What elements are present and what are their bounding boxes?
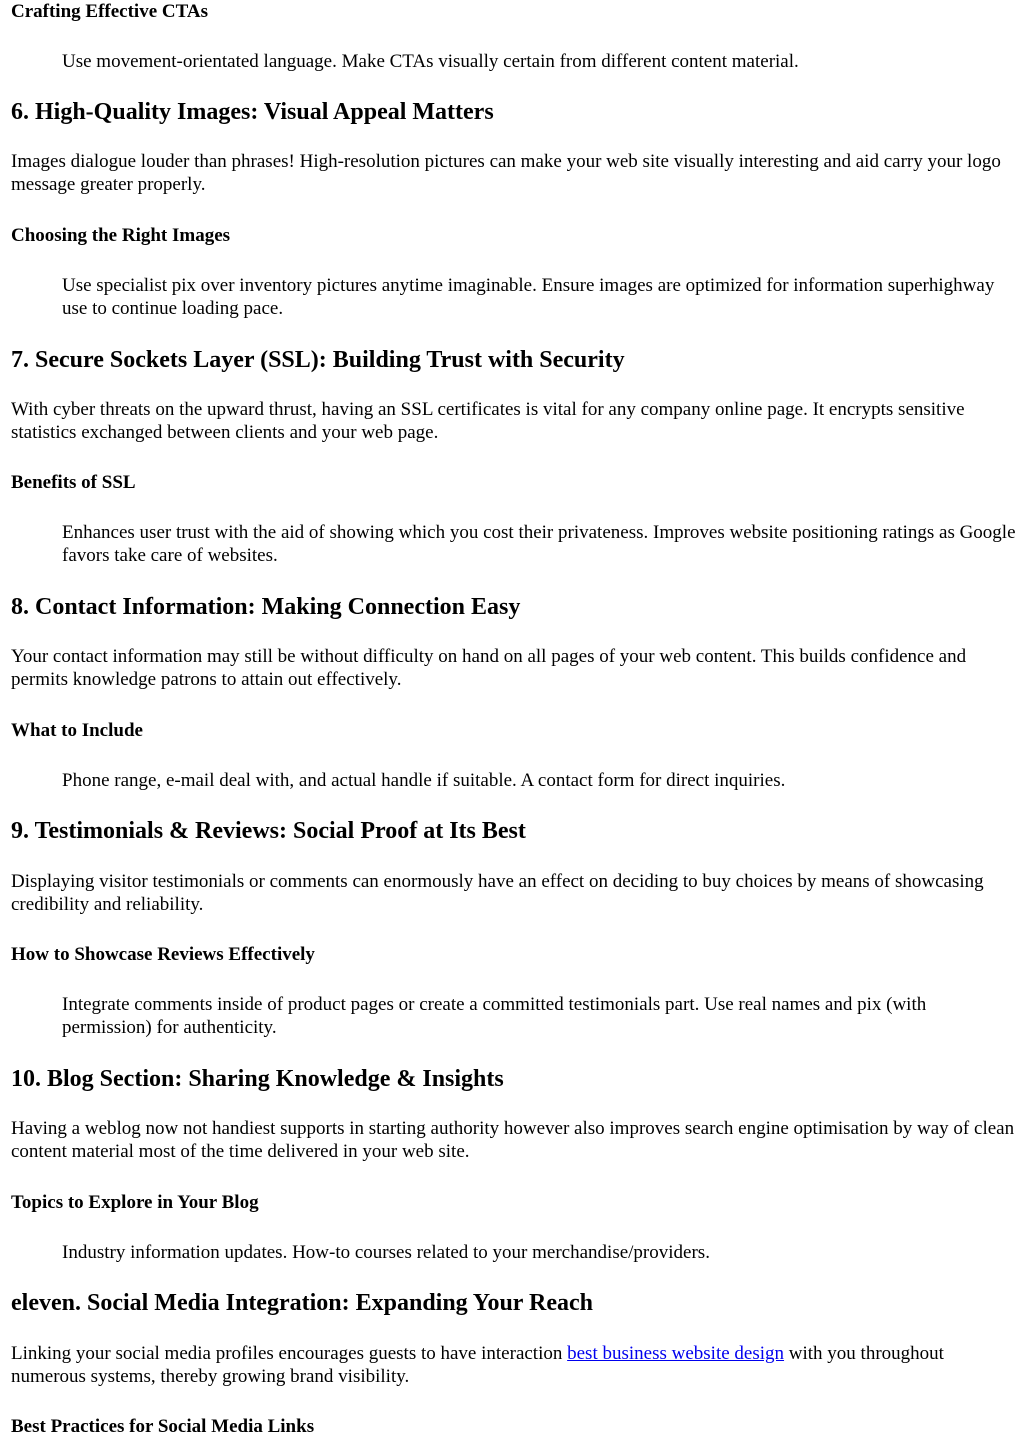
section-11-intro-after: with you throughout numerous systems, thereby growing brand visibility. [11, 1343, 944, 1387]
section-7-subheading: Benefits of SSL [11, 472, 136, 493]
crafting-ctas-quote: Use movement-orientated language. Make CTAs visually certain from different content material. [62, 51, 799, 72]
section-6-quote: Use specialist pix over inventory pictures anytime imaginable. Ensure images are optimized for information superhighway use to continue loading pace. [62, 275, 995, 319]
best-business-website-design-link[interactable]: best business website design [567, 1343, 785, 1364]
section-9-subheading: How to Showcase Reviews Effectively [11, 944, 315, 965]
section-7-quote: Enhances user trust with the aid of showing which you cost their privateness. Improves website positioning ratings as Google favors take care of websites. [62, 522, 1016, 566]
section-11-subheading: Best Practices for Social Media Links [11, 1416, 315, 1437]
section-10-title: 10. Blog Section: Sharing Knowledge & Insights [11, 1066, 504, 1092]
section-7-title: 7. Secure Sockets Layer (SSL): Building Trust with Security [11, 347, 625, 373]
section-7-intro: With cyber threats on the upward thrust, having an SSL certificates is vital for any company online page. It encrypts sensitive statistics exchanged between clients and your web page. [11, 399, 965, 443]
section-6-intro: Images dialogue louder than phrases! High-resolution pictures can make your web site visually interesting and aid carry your logo message greater properly. [11, 151, 1001, 195]
section-10-quote: Industry information updates. How-to courses related to your merchandise/providers. [62, 1242, 710, 1263]
section-11-title: eleven. Social Media Integration: Expanding Your Reach [11, 1290, 594, 1316]
section-6-subheading: Choosing the Right Images [11, 225, 231, 246]
section-9-quote: Integrate comments inside of product pages or create a committed testimonials part. Use real names and pix (with permission) for authenticity. [62, 994, 927, 1038]
section-8-subheading: What to Include [11, 720, 143, 741]
section-11-intro [11, 1342, 1019, 1388]
section-10-intro: Having a weblog now not handiest supports in starting authority however also improves search engine optimisation by way of clean content material most of the time delivered in your web site. [11, 1118, 1015, 1162]
section-6-title: 6. High-Quality Images: Visual Appeal Matters [11, 99, 494, 125]
section-8-title: 8. Contact Information: Making Connection Easy [11, 594, 521, 620]
section-8-quote: Phone range, e-mail deal with, and actual handle if suitable. A contact form for direct inquiries. [62, 770, 786, 791]
section-9-intro: Displaying visitor testimonials or comments can enormously have an effect on deciding to buy choices by means of showcasing credibility and reliability. [11, 871, 984, 915]
crafting-ctas-heading: Crafting Effective CTAs [11, 1, 208, 22]
section-8-intro: Your contact information may still be without difficulty on hand on all pages of your web content. This builds confidence and permits knowledge patrons to attain out effectively. [11, 646, 967, 690]
section-10-subheading: Topics to Explore in Your Blog [11, 1192, 259, 1213]
section-9-title: 9. Testimonials & Reviews: Social Proof at Its Best [11, 818, 526, 844]
section-11-intro-before: Linking your social media profiles encourages guests to have interaction [11, 1343, 568, 1364]
